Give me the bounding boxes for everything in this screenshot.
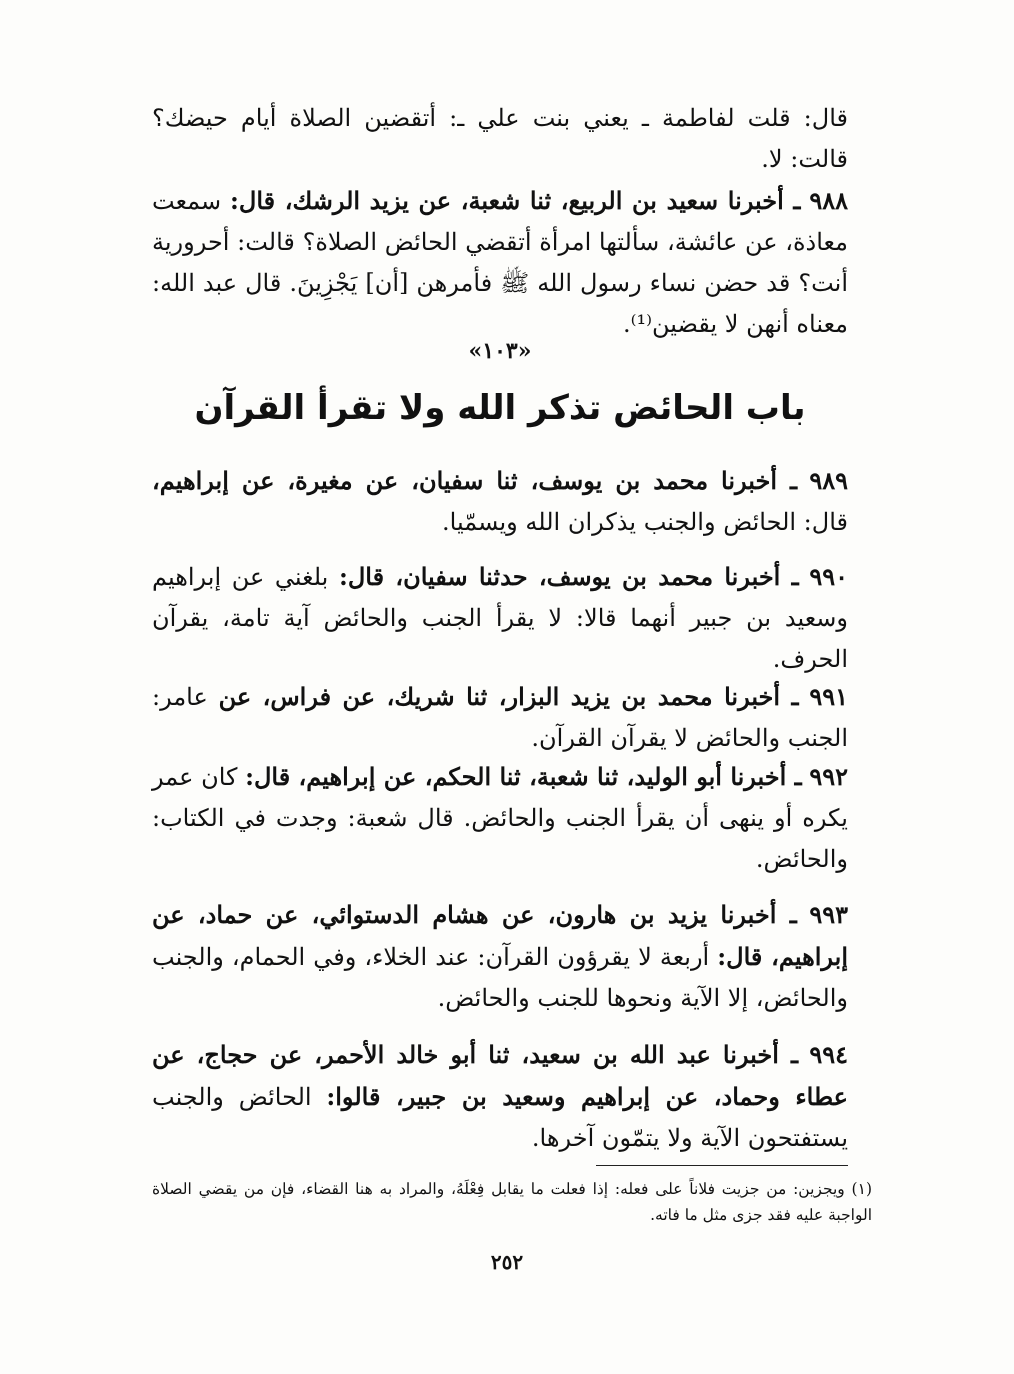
page-number: ٢٥٢ [490, 1250, 524, 1274]
hadith-993 [152, 894, 848, 1019]
hadith-992 [152, 756, 848, 880]
hadith-isnad: ـ أخبرنا يزيد بن هارون، عن هشام الدستوائي، عن حماد، عن إبراهيم، قال: [152, 900, 848, 971]
footnote: (١) ويجزين: من جزيت فلاناً على فعله: إذا فعلت ما يقابل فِعْلَهُ، والمراد به هنا القضاء، فإن من يقضي الصلاة الواجبة عليه فقد جزى مثل ما فاته. [152, 1180, 872, 1224]
hadith-number: ٩٩٤ [809, 1040, 848, 1069]
hadith-text: أربعة لا يقرؤون القرآن: عند الخلاء، وفي الحمام، والجنب والحائض، إلا الآية ونحوها للجنب والحائض. [152, 943, 848, 1012]
hadith-number: ٩٩٠ [809, 562, 848, 591]
hadith-isnad: ـ أخبرنا عبد الله بن سعيد، ثنا أبو خالد الأحمر، عن حجاج، عن عطاء وحماد، عن إبراهيم وسعيد بن جبير، قالوا: [152, 1040, 848, 1111]
hadith-994 [152, 1034, 848, 1159]
hadith-number: ٩٨٨ [809, 186, 848, 215]
hadith-isnad: ـ أخبرنا أبو الوليد، ثنا شعبة، ثنا الحكم، عن إبراهيم، قال: [245, 762, 802, 791]
hadith-text: بلغني عن إبراهيم وسعيد بن جبير أنهما قالا: لا يقرأ الجنب والحائض آية تامة، يقرآن الحرف. [152, 563, 849, 673]
hadith-text: الحائض والجنب يستفتحون الآية ولا يتمّون آخرها. [152, 1083, 848, 1152]
hadith-number: ٩٩٢ [809, 762, 848, 791]
hadith-number: ٩٩٣ [809, 900, 848, 929]
chapter-heading: باب الحائض تذكر الله ولا تقرأ القرآن [194, 388, 806, 428]
hadith-text: كان عمر يكره أو ينهى أن يقرأ الجنب والحائض. قال شعبة: وجدت في الكتاب: والحائض. [152, 763, 848, 873]
hadith-isnad: ـ أخبرنا محمد بن يزيد البزار، ثنا شريك، عن فراس، عن [218, 682, 799, 711]
hadith-text: عامر: الجنب والحائض لا يقرآن القرآن. [152, 683, 848, 752]
section-number: «١٠٣» [468, 338, 532, 364]
hadith-isnad: ـ أخبرنا سعيد بن الربيع، ثنا شعبة، عن يزيد الرشك، قال: [230, 186, 801, 215]
hadith-988 [152, 180, 848, 345]
paragraph-continuation [152, 98, 848, 180]
hadith-990 [152, 556, 848, 680]
hadith-991 [152, 676, 848, 759]
hadith-989 [152, 460, 848, 543]
paragraph-text: قال: قلت لفاطمة ـ يعني بنت علي ـ: أتقضين الصلاة أيام حيضك؟ قالت: لا. [152, 104, 848, 173]
hadith-number: ٩٩١ [809, 682, 848, 711]
hadith-isnad: ـ أخبرنا محمد بن يوسف، ثنا سفيان، عن مغيرة، عن إبراهيم، [152, 466, 798, 495]
hadith-number: ٩٨٩ [809, 466, 848, 495]
hadith-isnad: ـ أخبرنا محمد بن يوسف، حدثنا سفيان، قال: [338, 562, 799, 591]
footnote-divider [596, 1165, 848, 1166]
hadith-text: سمعت معاذة، عن عائشة، سألتها امرأة أتقضي الحائض الصلاة؟ قالت: أحرورية أنت؟ قد حضن نساء رسول الله ﷺ فأمرهن [أن] يَجْزِينَ. قال عبد الله: معناه أنهن لا يقضين⁽¹⁾. [152, 187, 848, 338]
hadith-text: قال: الحائض والجنب يذكران الله ويسمّيا. [442, 508, 848, 536]
